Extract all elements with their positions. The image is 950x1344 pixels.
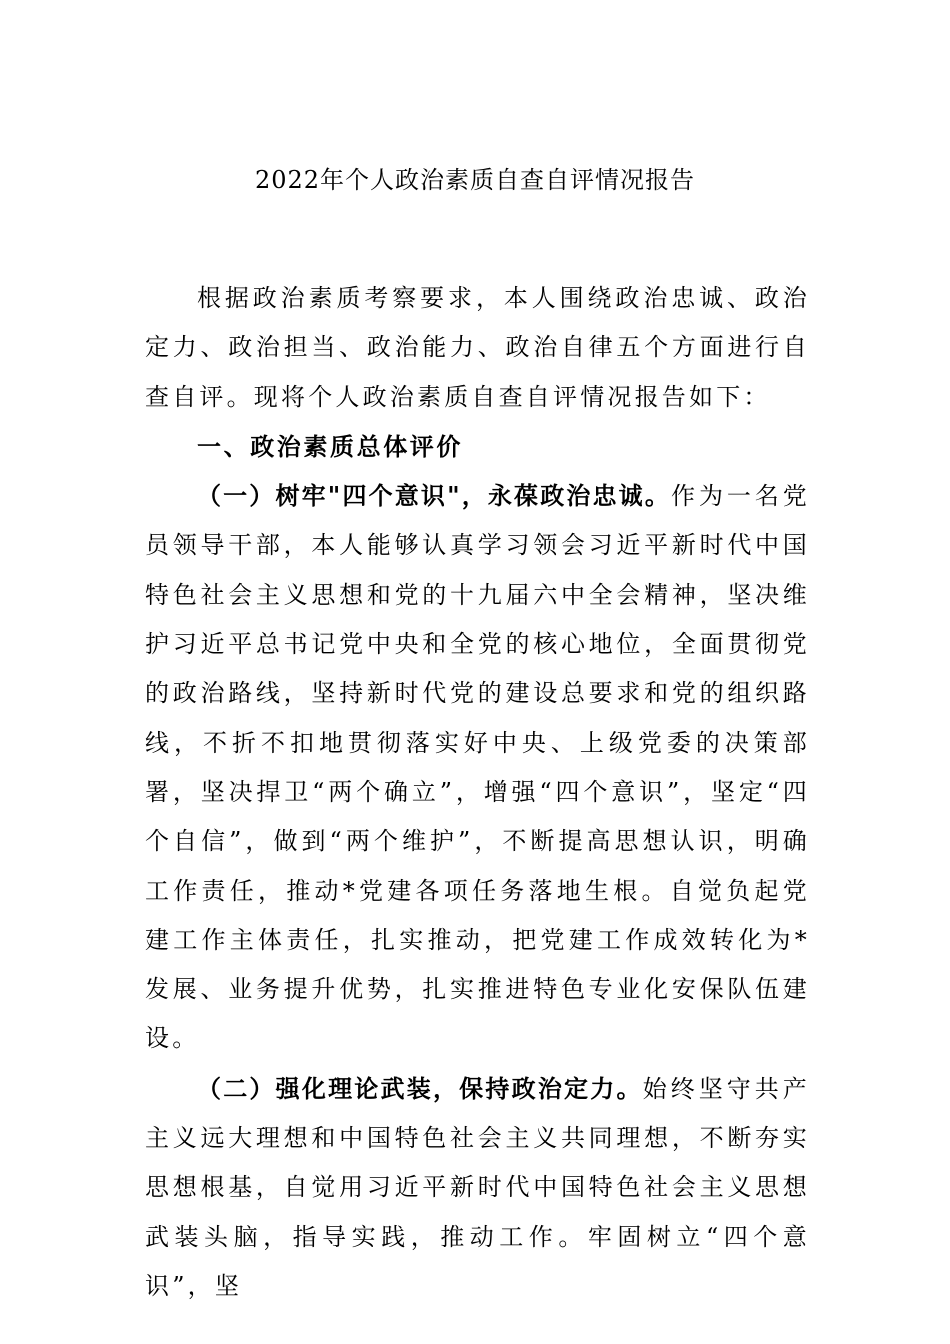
document-title: 2022年个人政治素质自查自评情况报告: [254, 166, 696, 194]
intro-paragraph: 根据政治素质考察要求，本人围绕政治忠诚、政治定力、政治担当、政治能力、政治自律五个方面进行自查自评。现将个人政治素质自查自评情况报告如下：: [145, 284, 810, 411]
item-two-paragraph: [145, 1064, 810, 1311]
item-one-text: 作为一名党员领导干部，本人能够认真学习领会习近平新时代中国特色社会主义思想和党的十九届六中全会精神，坚决维护习近平总书记党中央和全党的核心地位，全面贯彻党的政治路线，坚持新时代党的建设总要求和党的组织路线，不折不扣地贯彻落实好中央、上级党委的决策部署，坚决捍卫“两个确立”，增强“四个意识”，坚定“四个自信”，做到“两个维护”，不断提高思想认识，明确工作责任，推动*党建各项任务落地生根。自觉负起党建工作主体责任，扎实推动，把党建工作成效转化为*发展、业务提升优势，扎实推进特色专业化安保队伍建设。: [145, 482, 811, 1053]
document-body: [145, 274, 810, 1311]
item-one-lead: （一）树牢"四个意识"，永葆政治忠诚。: [197, 481, 671, 511]
item-one-paragraph: [145, 471, 810, 1064]
item-two-lead: （二）强化理论武装，保持政治定力。: [197, 1073, 643, 1103]
section-one-heading: 一、政治素质总体评价: [197, 431, 463, 461]
item-two-text: 始终坚守共产主义远大理想和中国特色社会主义共同理想，不断夯实思想根基，自觉用习近平新时代中国特色社会主义思想武装头脑，指导实践，推动工作。牢固树立“四个意识”，坚: [145, 1074, 810, 1300]
